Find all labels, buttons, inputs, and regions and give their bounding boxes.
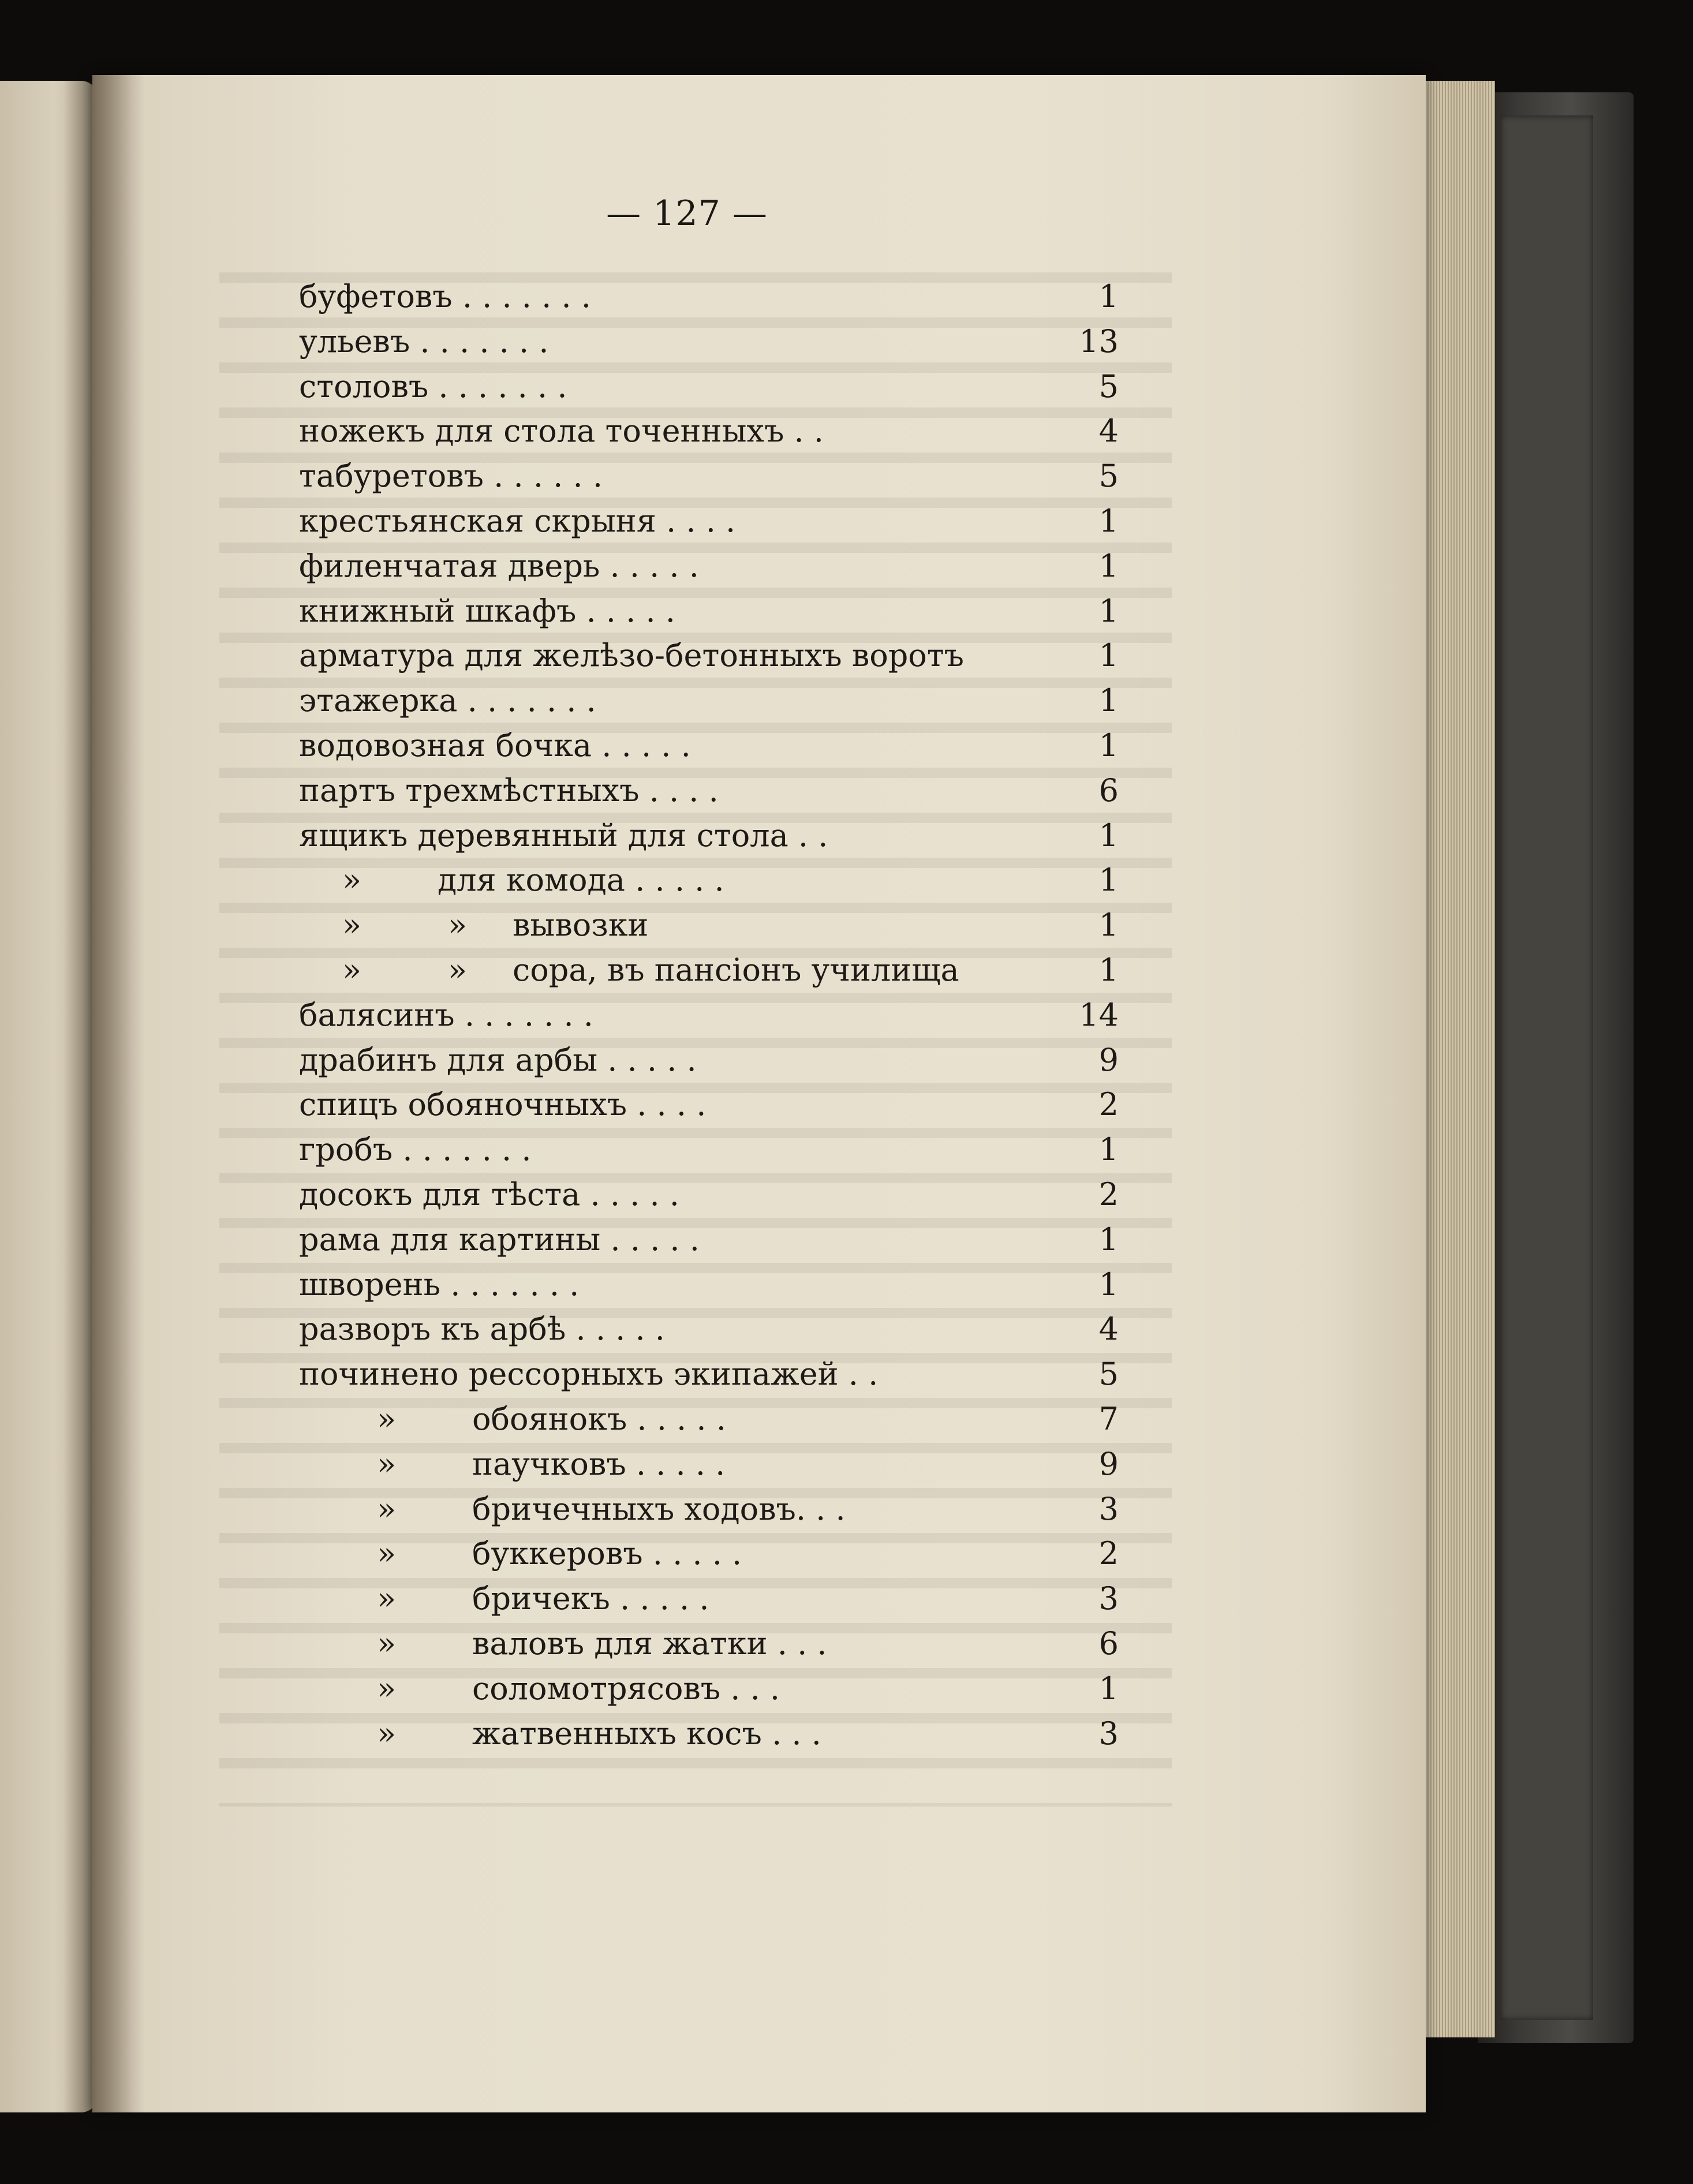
item-count: 1 [1098,547,1119,584]
item-label: паучковъ . . . . . [472,1445,726,1482]
item-count: 1 [1098,1131,1119,1168]
list-item [299,678,1119,723]
ditto-mark: » [342,907,362,944]
item-count: 2 [1098,1176,1119,1213]
item-count: 4 [1098,1311,1119,1348]
list-item [299,499,1119,544]
item-count: 6 [1098,1625,1119,1662]
item-label: сора, въ пансіонъ училища [513,951,959,988]
item-count: 1 [1098,502,1119,539]
item-label: валовъ для жатки . . . [472,1625,827,1662]
list-item [299,1352,1119,1397]
ditto-mark: » [377,1445,397,1482]
item-count: 1 [1098,951,1119,988]
item-count: 1 [1098,817,1119,854]
item-count: 1 [1098,278,1119,315]
list-item [299,1127,1119,1172]
list-item [299,1082,1119,1127]
item-label: рама для картины . . . . . [299,1221,700,1258]
item-label: буфетовъ . . . . . . . [299,278,591,315]
item-count: 2 [1098,1535,1119,1572]
item-label: шворень . . . . . . . [299,1266,580,1303]
ditto-mark: » [377,1625,397,1662]
ditto-mark: » [377,1535,397,1572]
ditto-mark: » [377,1715,397,1752]
item-label: ульевъ . . . . . . . [299,323,549,360]
list-item [299,1217,1119,1262]
list-item [299,1397,1119,1442]
list-item [299,1487,1119,1532]
book-cover-inner [1501,115,1593,2020]
list-item [299,409,1119,454]
item-label: жатвенныхъ косъ . . . [472,1715,821,1752]
list-item [299,1442,1119,1487]
list-item [299,319,1119,364]
list-item [299,454,1119,499]
item-label: этажерка . . . . . . . [299,682,596,719]
item-count: 1 [1098,1221,1119,1258]
item-label: вывозки [513,907,649,944]
list-item [299,903,1119,948]
list-item [299,274,1119,319]
list-item [299,1576,1119,1621]
ditto-mark: » [377,1400,397,1437]
item-label: бричекъ . . . . . [472,1580,709,1617]
item-label: гробъ . . . . . . . [299,1131,532,1168]
list-item [299,589,1119,634]
item-count: 1 [1098,592,1119,629]
item-count: 1 [1098,1266,1119,1303]
list-item [299,1621,1119,1666]
item-count: 3 [1098,1580,1119,1617]
ditto-mark: » [342,862,362,899]
item-label: столовъ . . . . . . . [299,368,567,405]
item-count: 6 [1098,772,1119,809]
item-count: 5 [1098,1356,1119,1393]
item-count: 3 [1098,1490,1119,1527]
item-label: табуретовъ . . . . . . [299,458,603,495]
item-count: 7 [1098,1400,1119,1437]
item-label: драбинъ для арбы . . . . . [299,1041,697,1078]
item-count: 9 [1098,1041,1119,1078]
inventory-list [299,274,1119,1756]
item-count: 13 [1079,323,1119,360]
ditto-mark: » [448,907,468,944]
gutter-shadow [92,75,144,2112]
item-label: книжный шкафъ . . . . . [299,592,675,629]
item-count: 2 [1098,1086,1119,1123]
item-label: арматура для желѣзо-бетонныхъ воротъ [299,637,965,674]
item-count: 1 [1098,862,1119,899]
item-count: 5 [1098,368,1119,405]
item-label: водовозная бочка . . . . . [299,727,691,764]
item-label: балясинъ . . . . . . . [299,996,593,1033]
item-count: 1 [1098,907,1119,944]
list-item [299,544,1119,589]
list-item [299,948,1119,993]
item-count: 1 [1098,682,1119,719]
item-count: 5 [1098,458,1119,495]
item-label: обоянокъ . . . . . [472,1400,726,1437]
list-item [299,1666,1119,1711]
item-label: буккеровъ . . . . . [472,1535,742,1572]
list-item [299,813,1119,858]
item-label: для комода . . . . . [438,862,724,899]
item-count: 1 [1098,637,1119,674]
list-item [299,993,1119,1038]
list-item [299,1172,1119,1217]
ditto-mark: » [342,951,362,988]
list-item [299,858,1119,903]
item-label: ящикъ деревянный для стола . . [299,817,828,854]
item-label: разворъ къ арбѣ . . . . . [299,1311,665,1348]
page-number: — 127 — [606,193,768,234]
item-label: досокъ для тѣста . . . . . [299,1176,679,1213]
item-count: 14 [1079,996,1119,1033]
item-label: бричечныхъ ходовъ. . . [472,1490,846,1527]
list-item [299,1038,1119,1083]
list-item [299,364,1119,409]
item-count: 1 [1098,727,1119,764]
item-label: партъ трехмѣстныхъ . . . . [299,772,719,809]
item-label: починено рессорныхъ экипажей . . [299,1356,879,1393]
item-label: спицъ обояночныхъ . . . . [299,1086,707,1123]
item-count: 3 [1098,1715,1119,1752]
list-item [299,1531,1119,1576]
ditto-mark: » [448,951,468,988]
item-count: 9 [1098,1445,1119,1482]
item-label: филенчатая дверь . . . . . [299,547,699,584]
list-item [299,1711,1119,1756]
list-item [299,1307,1119,1352]
list-item [299,768,1119,813]
list-item [299,1262,1119,1307]
item-label: крестьянская скрыня . . . . [299,502,736,539]
item-label: ножекъ для стола точенныхъ . . [299,413,824,450]
list-item [299,633,1119,678]
ditto-mark: » [377,1580,397,1617]
list-item [299,723,1119,768]
item-label: соломотрясовъ . . . [472,1670,780,1707]
item-count: 1 [1098,1670,1119,1707]
ditto-mark: » [377,1670,397,1707]
ditto-mark: » [377,1490,397,1527]
item-count: 4 [1098,413,1119,450]
